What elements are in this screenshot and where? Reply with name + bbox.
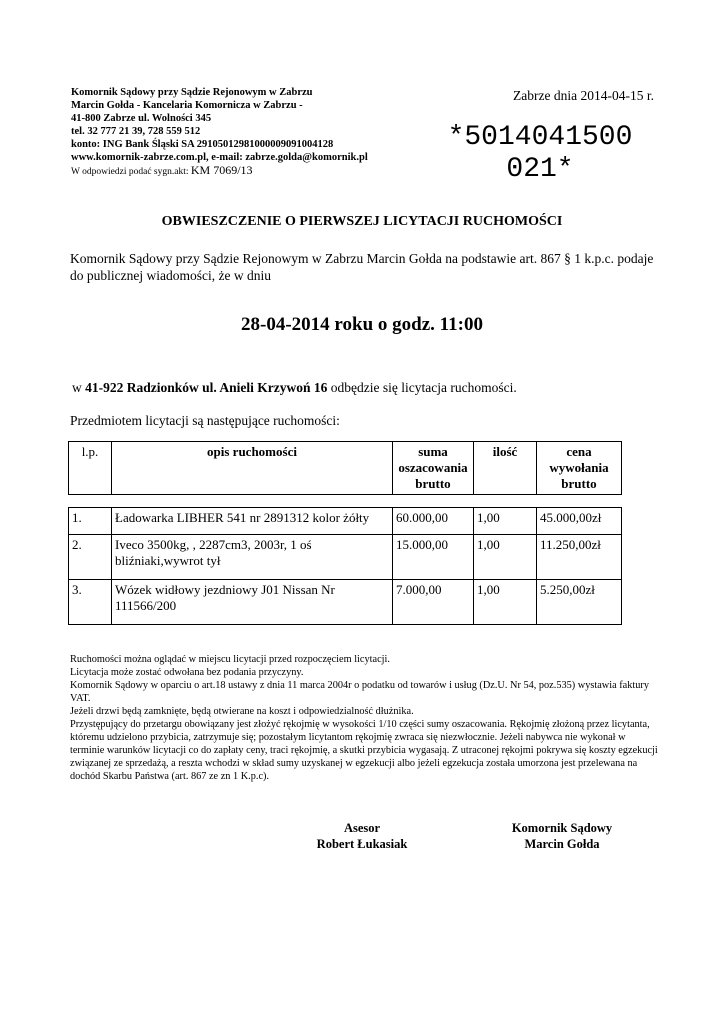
intro-paragraph: Komornik Sądowy przy Sądzie Rejonowym w Zabrzu Marcin Gołda na podstawie art. 867 § 1 k.p.c. podaje do publicznej wiadomości, że w dniu <box>70 251 654 283</box>
header-line-web: www.komornik-zabrze.com.pl, e-mail: zabrze.golda@komornik.pl <box>71 152 368 163</box>
header-lp: l.p. <box>69 442 112 495</box>
note-deposit: Przystępujący do przetargu obowiązany jest złożyć rękojmię w wysokości 1/10 części sumy oszacowania. Rękojmię złożoną przez licytanta, któremu udzielono przybicia, zatrzymuje się; pozostałym licytantom rękojmię zwraca się niezwłocznie. Jeżeli nabywca nie wykonał w terminie warunków licytacji co do zapłaty ceny, traci rękojmię, a skutki przybicia wygasają. Z utraconej rękojmi pokrywa się koszty egzekucji związanej ze sprzedażą, a reszta wchodzi w skład sumy uzyskanej w egzekucji albo jeżeli egzekucja została umorzona jest przelewana na dochód Skarbu Państwa (art. 867 ze zn 1 K.p.c). <box>70 719 658 782</box>
cell-lp: 2. <box>69 535 112 580</box>
place-address: 41-922 Radzionków ul. Anieli Krzywoń 16 <box>85 380 328 395</box>
header-line-account: konto: ING Bank Śląski SA 29105012981000009091004128 <box>71 139 334 150</box>
header-opis: opis ruchomości <box>112 442 393 495</box>
cell-ilosc: 1,00 <box>474 580 537 625</box>
cell-opis: Iveco 3500kg, , 2287cm3, 2003r, 1 oś bliźniaki,wywrot tył <box>112 535 393 580</box>
subject-line: Przedmiotem licytacji są następujące ruchomości: <box>70 413 340 428</box>
signature-name: Robert Łukasiak <box>316 837 408 851</box>
cell-opis: Ładowarka LIBHER 541 nr 2891312 kolor żółty <box>112 508 393 535</box>
auction-notes <box>70 653 660 783</box>
note-cancellation: Licytacja może zostać odwołana bez podania przyczyny. <box>70 667 304 678</box>
cell-cena: 45.000,00zł <box>537 508 622 535</box>
case-number: KM 7069/13 <box>190 163 253 177</box>
signature-name: Marcin Gołda <box>524 837 600 851</box>
signature-bailiff <box>482 820 642 852</box>
cell-ilosc: 1,00 <box>474 508 537 535</box>
table-row <box>69 580 622 625</box>
header-line-reference <box>71 164 368 179</box>
cell-lp: 3. <box>69 580 112 625</box>
header-cena: cena wywołania brutto <box>537 442 622 495</box>
note-viewing: Ruchomości można oglądać w miejscu licytacji przed rozpoczęciem licytacji. <box>70 654 390 665</box>
cell-ilosc: 1,00 <box>474 535 537 580</box>
table-row <box>69 508 622 535</box>
document-title: OBWIESZCZENIE O PIERWSZEJ LICYTACJI RUCHOMOŚCI <box>161 214 563 229</box>
items-table <box>68 507 622 625</box>
cell-cena: 11.250,00zł <box>537 535 622 580</box>
place-suffix: odbędzie się licytacja ruchomości. <box>327 380 517 395</box>
barcode-line-1: *5014041500 <box>447 122 633 153</box>
header-line-address: 41-800 Zabrze ul. Wolności 345 <box>71 113 212 124</box>
auction-datetime: 28-04-2014 roku o godz. 11:00 <box>241 314 483 335</box>
header-ilosc: ilość <box>474 442 537 495</box>
barcode-text <box>440 122 640 186</box>
table-row <box>69 535 622 580</box>
cell-cena: 5.250,00zł <box>537 580 622 625</box>
cell-suma: 15.000,00 <box>393 535 474 580</box>
header-line-name: Marcin Gołda - Kancelaria Komornicza w Zabrzu - <box>71 100 303 111</box>
cell-lp: 1. <box>69 508 112 535</box>
signature-title: Komornik Sądowy <box>511 821 613 835</box>
header-line-phone: tel. 32 777 21 39, 728 559 512 <box>71 126 201 137</box>
cell-suma: 7.000,00 <box>393 580 474 625</box>
cell-suma: 60.000,00 <box>393 508 474 535</box>
reply-label: W odpowiedzi podać sygn.akt: <box>71 167 189 177</box>
cell-opis: Wózek widłowy jezdniowy J01 Nissan Nr 111566/200 <box>112 580 393 625</box>
header-suma: suma oszacowania brutto <box>393 442 474 495</box>
header-line-office: Komornik Sądowy przy Sądzie Rejonowym w Zabrzu <box>71 87 313 98</box>
note-vat: Komornik Sądowy w oparciu o art.18 ustawy z dnia 11 marca 2004r o podatku od towarów i usług (Dz.U. Nr 54, poz.535) wystawia faktury VAT. <box>70 680 649 704</box>
signature-assessor <box>282 820 442 852</box>
note-doors: Jeżeli drzwi będą zamknięte, będą otwierane na koszt i odpowiedzialność dłużnika. <box>70 706 414 717</box>
signature-title: Asesor <box>343 821 381 835</box>
barcode-line-2: 021* <box>506 154 574 185</box>
bailiff-header <box>71 86 368 179</box>
items-table-header <box>68 441 622 495</box>
place-prefix: w <box>72 380 86 395</box>
document-date: Zabrze dnia 2014-04-15 r. <box>513 88 654 103</box>
auction-place <box>72 380 517 396</box>
